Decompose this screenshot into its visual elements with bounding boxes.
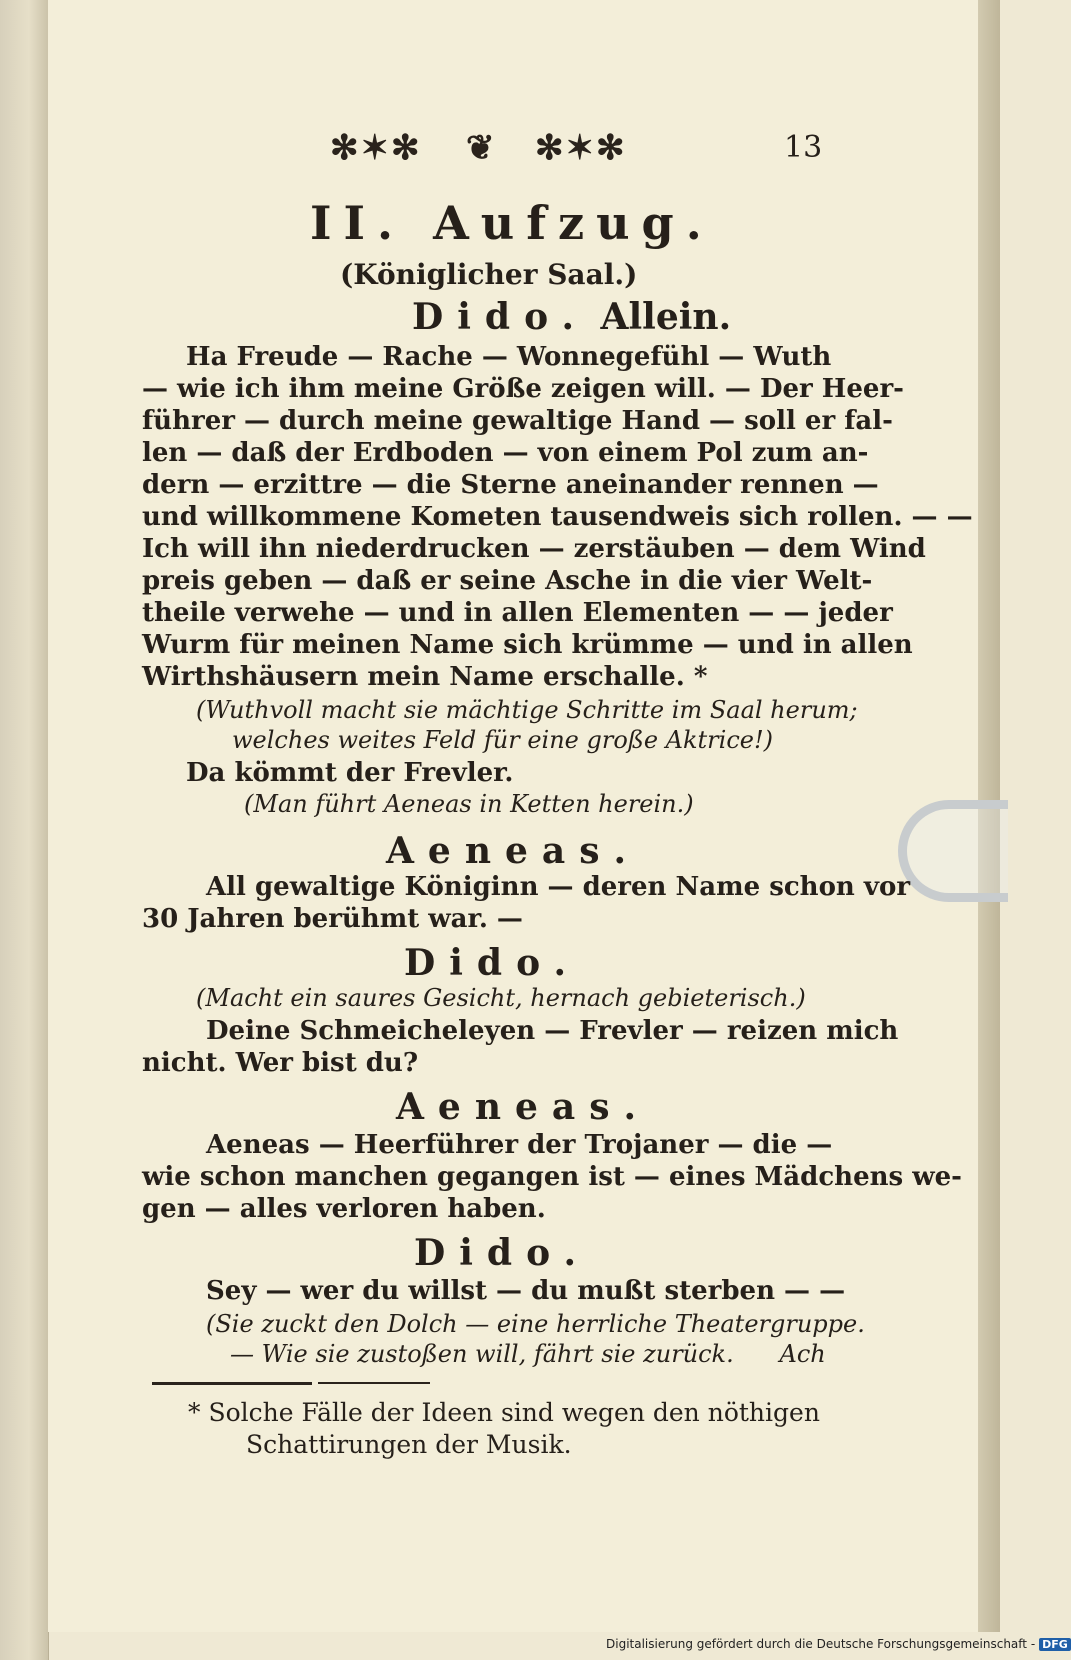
- speaker-name: Dido.: [412, 296, 588, 338]
- credit-text: Digitalisierung gefördert durch die Deutsche Forschungsgemeinschaft -: [606, 1637, 1036, 1651]
- text-line: wie schon manchen gegangen ist — eines Mädchens we-: [142, 1162, 962, 1192]
- stage-direction-line: welches weites Feld für eine große Aktrice!): [232, 726, 773, 754]
- page-number: 13: [784, 130, 823, 165]
- stage-direction-line: (Wuthvoll macht sie mächtige Schritte im Saal herum;: [196, 696, 858, 724]
- act-title: II. Aufzug.: [310, 196, 714, 250]
- book-gutter: [0, 0, 49, 1660]
- speaker-name: Dido.: [414, 1232, 590, 1274]
- speaker-name: Dido.: [404, 942, 580, 984]
- text-line: Aeneas — Heerführer der Trojaner — die —: [206, 1130, 833, 1160]
- stage-direction-line: (Man führt Aeneas in Ketten herein.): [244, 790, 694, 818]
- text-line: 30 Jahren berühmt war. —: [142, 904, 523, 934]
- footnote-line: Schattirungen der Musik.: [246, 1430, 572, 1459]
- stage-direction-line: (Macht ein saures Gesicht, hernach gebieterisch.): [196, 984, 806, 1012]
- text-line: Wirthshäusern mein Name erschalle. *: [142, 662, 708, 692]
- text-line: Sey — wer du willst — du mußt sterben — —: [206, 1276, 846, 1306]
- speaker-name: Aeneas.: [386, 830, 641, 872]
- footnote-rule: [152, 1382, 312, 1385]
- stage-direction-line: (Sie zuckt den Dolch — eine herrliche Theatergruppe.: [206, 1310, 865, 1338]
- page-header: [330, 128, 830, 172]
- text-line: Deine Schmeicheleyen — Frevler — reizen mich: [206, 1016, 899, 1046]
- text-line: Ha Freude — Rache — Wonnegefühl — Wuth: [186, 342, 832, 372]
- footnote-line: * Solche Fälle der Ideen sind wegen den nöthigen: [188, 1398, 820, 1427]
- speaker-heading: [386, 830, 640, 872]
- text-line: führer — durch meine gewaltige Hand — soll er fal-: [142, 406, 893, 436]
- ornament-center-icon: ❦: [466, 128, 497, 168]
- ornament-right-icon: ✻✶✻: [535, 128, 627, 168]
- footnote-rule: [318, 1382, 430, 1384]
- ornament-left-icon: ✻✶✻: [330, 128, 422, 168]
- text-line: dern — erzittre — die Sterne aneinander rennen —: [142, 470, 879, 500]
- stage-direction: (Königlicher Saal.): [340, 258, 638, 291]
- text-line: Ich will ihn niederdrucken — zerstäuben — dem Wind: [142, 534, 926, 564]
- stage-direction-line: — Wie sie zustoßen will, fährt sie zurück. Ach: [230, 1340, 826, 1368]
- speaker-heading: [414, 1232, 590, 1274]
- digitization-credit: [606, 1637, 1071, 1651]
- text-line: gen — alles verloren haben.: [142, 1194, 546, 1224]
- dfg-logo-icon: DFG: [1039, 1638, 1071, 1651]
- text-line: und willkommene Kometen tausendweis sich rollen. — —: [142, 502, 973, 532]
- text-line: — wie ich ihm meine Größe zeigen will. — Der Heer-: [142, 374, 904, 404]
- speaker-heading: [412, 296, 731, 338]
- text-line: theile verwehe — und in allen Elementen — — jeder: [142, 598, 893, 628]
- text-line: Wurm für meinen Name sich krümme — und in allen: [142, 630, 913, 660]
- text-line: All gewaltige Königinn — deren Name schon vor: [206, 872, 911, 902]
- paper-clip: [898, 800, 1008, 902]
- speaker-name: Aeneas.: [396, 1086, 651, 1128]
- text-line: len — daß der Erdboden — von einem Pol zum an-: [142, 438, 869, 468]
- text-line: nicht. Wer bist du?: [142, 1048, 419, 1078]
- speaker-heading: [404, 942, 580, 984]
- speaker-heading: [396, 1086, 650, 1128]
- text-line: preis geben — daß er seine Asche in die vier Welt-: [142, 566, 873, 596]
- speaker-note: Allein.: [600, 296, 732, 338]
- text-line: Da kömmt der Frevler.: [186, 758, 514, 788]
